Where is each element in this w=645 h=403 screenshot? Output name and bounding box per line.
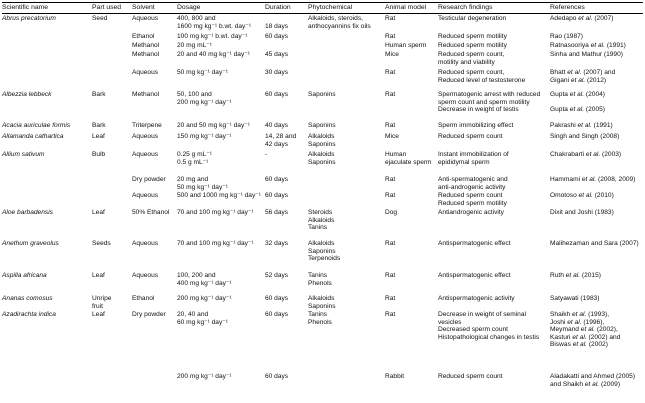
cell-solvent: Methanol	[132, 42, 160, 49]
cell-duration: 60 days	[265, 192, 289, 199]
cell-part: Leaf	[92, 209, 105, 216]
cell-dosage: 150 mg kg⁻¹ day⁻¹	[177, 133, 232, 140]
cell-duration: 52 days	[265, 272, 289, 279]
cell-dosage: 200 mg kg⁻¹ day⁻¹	[177, 295, 232, 302]
cell-animal: Rat	[385, 272, 396, 279]
cell-duration: 45 days	[265, 51, 289, 58]
cell-animal: Rat	[385, 295, 396, 302]
cell-solvent: Aqueous	[132, 272, 159, 279]
cell-animal: Dog	[385, 209, 398, 216]
cell-phyto: Alkaloids Saponins Terpenoids	[308, 240, 341, 263]
cell-findings: Reduced sperm count, Reduced level of testosterone	[438, 69, 526, 84]
cell-refs: Ratnasooriya et al. (1991)	[550, 42, 626, 49]
header-solvent: Solvent	[132, 4, 155, 11]
cell-findings: Instant immobilization of epididymal sperm	[438, 151, 509, 166]
cell-duration: 32 days	[265, 240, 289, 247]
cell-findings: Sperm immobilizing effect	[438, 122, 514, 129]
cell-findings: Reduced sperm count, motility and viability	[438, 51, 505, 66]
cell-refs: Singh and Singh (2008)	[550, 133, 620, 140]
cell-animal: Rat	[385, 91, 396, 98]
et-al-italic: et al.	[567, 69, 582, 76]
cell-refs: Satyawati (1983)	[550, 295, 600, 302]
cell-name: Anethum graveolus	[2, 240, 59, 247]
cell-phyto: Tanins Phenols	[308, 272, 332, 287]
cell-solvent: Ethanol	[132, 295, 155, 302]
et-al-italic: et al.	[569, 106, 585, 114]
cell-phyto: Alkaloids Saponins	[308, 151, 336, 166]
cell-dosage: 20 mg and 50 mg kg⁻¹ day⁻¹	[177, 176, 228, 191]
cell-findings: Reduced sperm motility	[438, 33, 507, 40]
table-header-rule	[2, 13, 643, 14]
cell-phyto: Alkaloids Saponins	[308, 133, 336, 148]
cell-part: Seed	[92, 15, 108, 22]
cell-dosage: 70 and 100 mg kg⁻¹ day⁻¹	[177, 209, 254, 216]
cell-refs: Rao (1987)	[550, 33, 583, 40]
cell-part: Unripe fruit	[92, 295, 112, 310]
cell-duration: 60 days	[265, 295, 289, 302]
cell-part: Bark	[92, 122, 106, 129]
cell-animal: Rat	[385, 176, 396, 183]
et-al-italic: et al.	[572, 333, 587, 341]
cell-dosage: 500 and 1000 mg kg⁻¹ day⁻¹	[177, 192, 261, 199]
et-al-italic: et al.	[572, 311, 587, 318]
cell-duration: 60 days	[265, 311, 289, 318]
cell-duration: 60 days	[265, 91, 289, 98]
cell-dosage: 400, 800 and 1600 mg kg⁻¹ b.wt. day⁻¹	[177, 15, 252, 30]
cell-duration: 60 days	[265, 33, 289, 40]
cell-duration: -	[265, 151, 268, 158]
cell-dosage: 20, 40 and 60 mg kg⁻¹ day⁻¹	[177, 311, 228, 326]
header-part-used: Part used	[92, 4, 122, 11]
cell-solvent: Aqueous	[132, 151, 159, 158]
cell-refs: Ruth et al. (2015)	[550, 272, 601, 279]
cell-duration: 56 days	[265, 209, 289, 216]
cell-findings: Anti-spermatogenic and anti-androgenic activity	[438, 176, 508, 191]
et-al-italic: et al.	[578, 15, 593, 22]
cell-solvent: Aqueous	[132, 240, 159, 247]
cell-findings: Antispermatogenic effect	[438, 272, 511, 279]
cell-part: Bulb	[92, 151, 106, 158]
cell-refs: Pakrashi et al. (1991)	[550, 122, 613, 129]
cell-refs: Dixit and Joshi (1983)	[550, 209, 614, 216]
et-al-italic: et al.	[572, 341, 588, 349]
cell-duration: 18 days	[265, 22, 289, 30]
cell-refs: Sinha and Mathur (1990)	[550, 51, 623, 58]
cell-phyto: Saponins	[308, 91, 336, 98]
cell-animal: Rat	[385, 15, 396, 22]
cell-dosage: 20 mg mL⁻¹	[177, 42, 212, 49]
cell-name: Aloe barbadensis	[2, 209, 53, 216]
cell-findings: Antispermatogenic effect	[438, 240, 511, 247]
header-scientific-name: Scientific name	[2, 4, 49, 11]
cell-animal: Rat	[385, 33, 396, 40]
cell-findings: Antispermatogenic activity	[438, 295, 515, 302]
et-al-italic: et al.	[578, 192, 593, 199]
cell-dosage: 200 mg kg⁻¹ day⁻¹	[177, 373, 232, 380]
cell-dosage: 20 and 40 mg kg⁻¹ day⁻¹	[177, 51, 250, 58]
cell-animal: Rat	[385, 240, 396, 247]
cell-solvent: Aqueous	[132, 69, 159, 76]
cell-animal: Rabbit	[385, 373, 405, 380]
cell-name: Azadirachta indica	[2, 311, 56, 318]
cell-findings: Antiandrogenic activity	[438, 209, 504, 216]
cell-part: Leaf	[92, 133, 105, 140]
cell-refs: Chakrabarti et al. (2003)	[550, 151, 622, 158]
et-al-italic: et al.	[570, 76, 586, 84]
cell-phyto: Tanins Phenols	[308, 311, 332, 326]
header-animal-model: Animal model	[385, 4, 427, 11]
cell-refs: Omotoso et al. (2010)	[550, 192, 614, 199]
cell-dosage: 100 mg kg⁻¹ b.wt. day⁻¹	[177, 33, 248, 40]
cell-animal: Rat	[385, 192, 396, 199]
cell-phyto: Steroids Alkaloids Tanins	[308, 209, 335, 232]
cell-name: Allamanda cathartica	[2, 133, 64, 140]
cell-dosage: 20 and 50 mg kg⁻¹ day⁻¹	[177, 122, 250, 129]
cell-solvent: Triterpene	[132, 122, 162, 129]
et-al-italic: et al.	[567, 318, 582, 326]
cell-animal: Rat	[385, 311, 396, 318]
cell-findings: Reduced sperm count Reduced sperm motility	[438, 192, 507, 207]
cell-solvent: Dry powder	[132, 176, 166, 183]
cell-findings: Testicular degeneration	[438, 15, 507, 22]
cell-findings: Reduced sperm count	[438, 373, 503, 380]
cell-solvent: Methanol	[132, 51, 160, 58]
cell-dosage: 0.25 g mL⁻¹ 0.5 g mL⁻¹	[177, 151, 213, 166]
header-duration: Duration	[265, 4, 291, 11]
cell-animal: Rat	[385, 122, 396, 129]
cell-duration: 14, 28 and 42 days	[265, 133, 297, 148]
cell-name: Albezzia lebbeck	[2, 91, 52, 98]
cell-animal: Rat	[385, 69, 396, 76]
cell-duration: 60 days	[265, 373, 289, 380]
cell-part: Seeds	[92, 240, 111, 247]
cell-refs: Bhatt et al. (2007) and Gigani et al. (2012)	[550, 69, 616, 84]
cell-name: Allium sativum	[2, 151, 45, 158]
cell-dosage: 50, 100 and 200 mg kg⁻¹ day⁻¹	[177, 91, 232, 106]
cell-findings: Reduced sperm count	[438, 133, 503, 140]
cell-findings: Spermatogenic arrest with reduced sperm count and sperm motility Decrease in weight of testis	[438, 91, 541, 114]
cell-solvent: Aqueous	[132, 133, 159, 140]
cell-name: Aspilla africana	[2, 272, 47, 279]
cell-duration: 60 days	[265, 176, 289, 183]
cell-findings: Decrease in weight of seminal vesicles Decreased sperm count Histopathological changes in testis	[438, 311, 540, 341]
et-al-italic: et al.	[590, 42, 605, 49]
cell-animal: Mice	[385, 51, 399, 58]
cell-solvent: Methanol	[132, 91, 160, 98]
et-al-italic: et al.	[585, 151, 601, 158]
header-references: References	[550, 4, 585, 11]
cell-refs: Aladakatti and Ahmed (2005) and Shaikh et al. (2009)	[550, 373, 636, 388]
cell-animal: Human sperm	[385, 42, 427, 49]
cell-solvent: Ethanol	[132, 33, 155, 40]
cell-phyto: Alkaloids Saponins	[308, 295, 336, 310]
cell-solvent: Aqueous	[132, 192, 159, 199]
cell-findings: Reduced sperm motility	[438, 42, 507, 49]
cell-animal: Mice	[385, 133, 399, 140]
et-al-italic: et al.	[580, 326, 596, 334]
cell-solvent: Aqueous	[132, 15, 159, 22]
cell-part: Bark	[92, 91, 106, 98]
cell-solvent: Dry powder	[132, 311, 166, 318]
cell-refs: Adedapo et al. (2007)	[550, 15, 614, 22]
cell-refs: Gupta et al. (2004) Gupta et al. (2005)	[550, 91, 605, 114]
cell-name: Acacia auriculae formis	[2, 122, 71, 129]
cell-animal: Human ejaculate sperm	[385, 151, 432, 166]
cell-phyto: Saponins	[308, 122, 336, 129]
cell-part: Leaf	[92, 311, 105, 318]
cell-refs: Hammami et al. (2008, 2009)	[550, 176, 636, 183]
cell-solvent: 50% Ethanol	[132, 209, 170, 216]
cell-name: Ananas comosus	[2, 295, 53, 302]
et-al-italic: et al.	[584, 380, 600, 388]
et-al-italic: et al.	[565, 272, 581, 279]
cell-name: Abrus precatorium	[2, 15, 56, 22]
et-al-italic: et al.	[581, 176, 597, 183]
et-al-italic: et al.	[577, 122, 592, 129]
cell-duration: 30 days	[265, 69, 289, 76]
cell-part: Leaf	[92, 272, 105, 279]
cell-dosage: 70 and 100 mg kg⁻¹ day⁻¹	[177, 240, 254, 247]
header-research-findings: Research findings	[438, 4, 493, 11]
cell-dosage: 50 mg kg⁻¹ day⁻¹	[177, 69, 228, 76]
header-phytochemical: Phytochemical	[308, 4, 353, 11]
header-dosage: Dosage	[177, 4, 201, 11]
et-al-italic: et al.	[569, 91, 585, 98]
cell-refs: Malihezaman and Sara (2007)	[550, 240, 639, 247]
cell-duration: 40 days	[265, 122, 289, 129]
cell-dosage: 100, 200 and 400 mg kg⁻¹ day⁻¹	[177, 272, 232, 287]
cell-phyto: Alkaloids, steroids, anthocyannins fix oils	[308, 15, 371, 30]
cell-refs: Shaikh et al. (1993), Joshi et al. (1996), Meymand et al. (2002), Kasturi et al. (2002) and Biswas et al. (2002)	[550, 311, 621, 349]
